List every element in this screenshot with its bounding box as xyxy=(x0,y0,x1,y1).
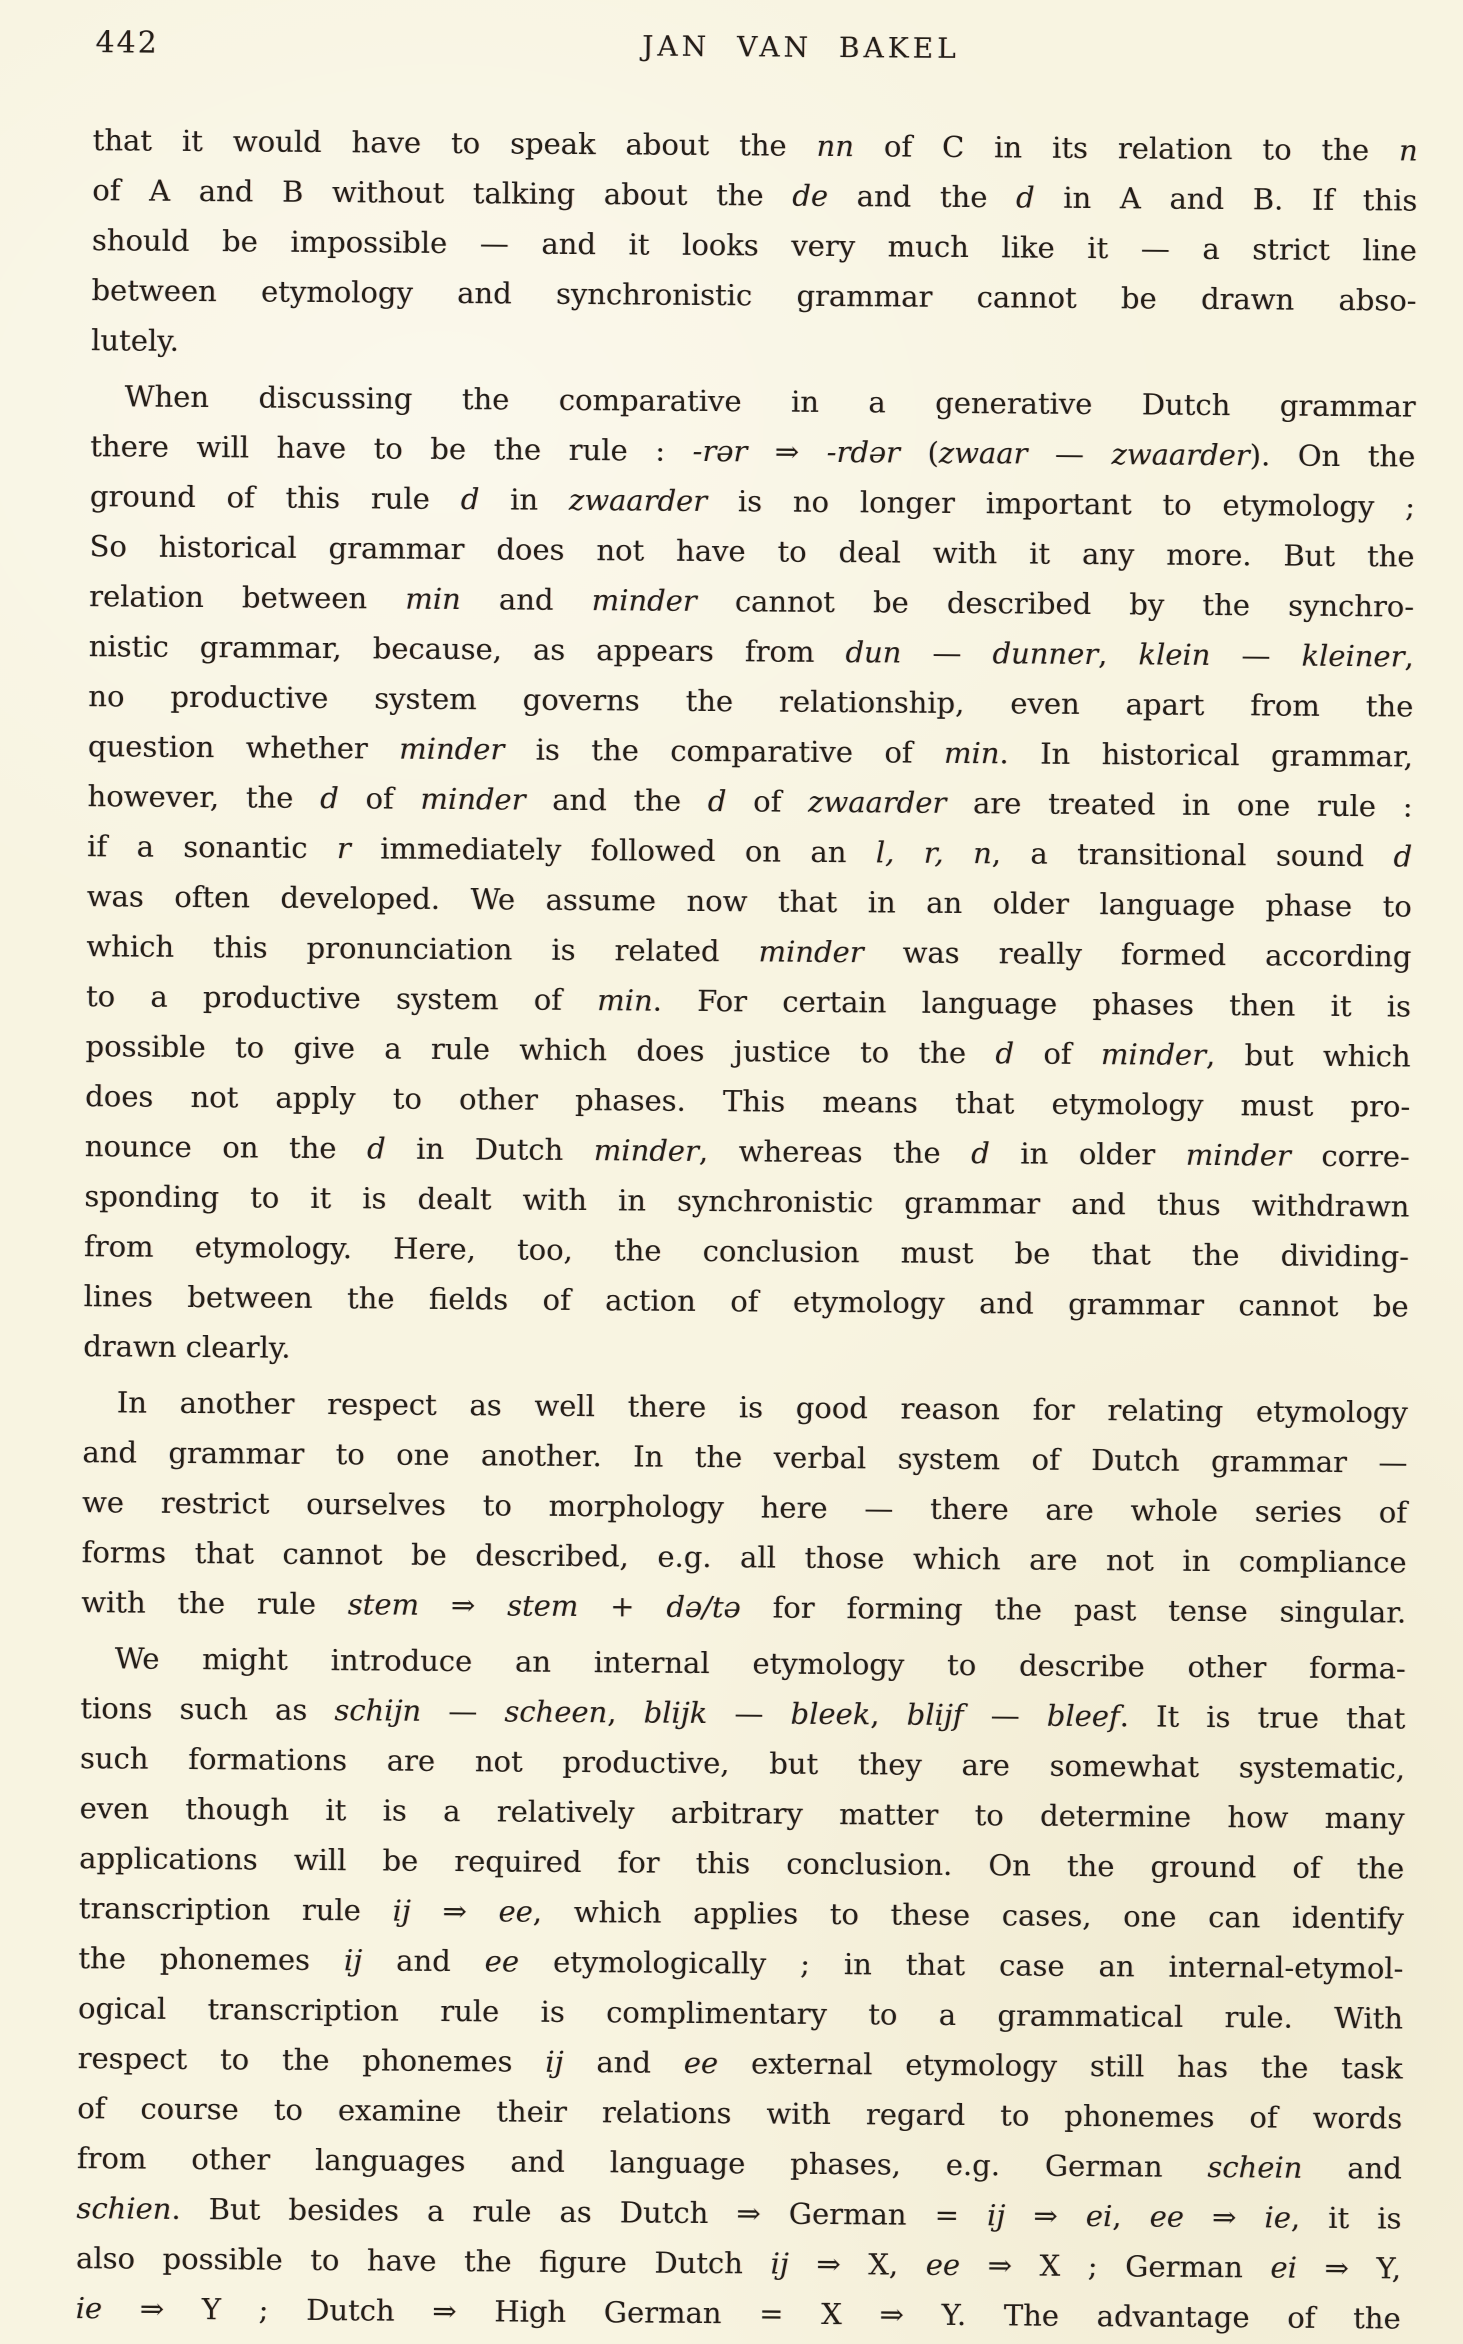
text-run: even though it is a relatively arbitrary matter to determine how many xyxy=(79,1791,1405,1836)
text-run: possible to give a rule which does justice to the xyxy=(85,1029,996,1071)
text-run: So historical grammar does not have to deal with it any more. But the xyxy=(89,529,1415,574)
paragraph xyxy=(81,1377,1408,1637)
text-run: should be impossible — and it looks very much like it — a strict line xyxy=(91,223,1418,268)
text-run: — xyxy=(901,635,993,671)
italic-text-run: l, r, n xyxy=(875,835,992,871)
italic-text-run: d xyxy=(971,1136,990,1171)
text-run: When discussing the comparative in a generative Dutch grammar xyxy=(124,379,1416,424)
text-run: , a transitional sound xyxy=(991,836,1394,874)
text-run: and xyxy=(460,582,592,618)
italic-text-run: ee xyxy=(484,1944,520,1979)
italic-text-run: ij xyxy=(545,2044,564,2079)
text-run: , it is xyxy=(1290,2200,1402,2236)
text-run: ⇒ xyxy=(410,1893,499,1929)
text-run: there will have to be the rule : xyxy=(90,429,693,468)
italic-text-run: də/tə xyxy=(666,1589,741,1625)
italic-text-run: min xyxy=(943,735,1000,771)
italic-text-run: schijn xyxy=(334,1693,422,1728)
text-run: . In historical grammar, xyxy=(999,736,1414,774)
italic-text-run: -rər xyxy=(692,433,748,469)
text-run: , xyxy=(1112,2199,1150,2234)
italic-text-run: de xyxy=(792,178,829,213)
text-run: the phonemes xyxy=(78,1941,345,1978)
italic-text-run: ie xyxy=(75,2291,103,2326)
italic-text-run: n xyxy=(1398,133,1418,168)
text-run: — xyxy=(1027,436,1112,472)
italic-text-run: minder xyxy=(1185,1137,1291,1173)
italic-text-run: min xyxy=(597,983,653,1018)
italic-text-run: d xyxy=(995,1036,1015,1071)
text-run: was often developed. We assume now that in an older language phase to xyxy=(86,879,1412,924)
text-run: , xyxy=(1404,639,1414,674)
text-run: respect to the phonemes xyxy=(77,2041,546,2079)
text-run: forms that cannot be described, e.g. all those which are not in compliance xyxy=(81,1535,1407,1580)
italic-text-run: ij xyxy=(770,2246,789,2281)
text-run: and xyxy=(362,1943,485,1979)
paragraph xyxy=(91,115,1418,375)
text-run: ⇒ xyxy=(1183,2199,1265,2235)
italic-text-run: stem xyxy=(507,1588,579,1624)
text-run: applications will be required for this conclusion. On the ground of the xyxy=(79,1841,1405,1886)
text-run: in xyxy=(479,482,570,517)
italic-text-run: ei xyxy=(1085,2199,1113,2234)
italic-text-run: d xyxy=(707,784,727,819)
italic-text-run: minder xyxy=(593,1133,700,1168)
text-run: lines between the fields of action of etymology and grammar cannot be xyxy=(83,1279,1409,1324)
italic-text-run: kleiner xyxy=(1301,638,1405,674)
text-run: lutely. xyxy=(91,323,180,358)
italic-text-run: d xyxy=(1015,180,1035,215)
italic-text-run: minder xyxy=(420,781,526,817)
italic-text-run: ee xyxy=(1149,2199,1185,2234)
text-run: between etymology and synchronistic grammar cannot be drawn abso- xyxy=(91,273,1417,318)
text-run: of xyxy=(338,781,421,816)
italic-text-run: d xyxy=(1393,839,1413,874)
text-run: of course to examine their relations with regard to phonemes of words xyxy=(77,2091,1403,2136)
text-run: does not apply to other phases. This means that etymology must pro- xyxy=(85,1079,1411,1124)
text-run: question whether xyxy=(87,729,400,766)
italic-text-run: bleef xyxy=(1046,1698,1120,1734)
text-run: nounce on the xyxy=(84,1129,368,1166)
text-line xyxy=(91,315,1416,375)
text-line xyxy=(76,2283,1401,2343)
text-run: transcription rule xyxy=(78,1891,393,1928)
italic-text-run: bleek xyxy=(790,1696,871,1732)
text-run: — xyxy=(707,1696,791,1731)
italic-text-run: r xyxy=(336,831,351,866)
italic-text-run: ij xyxy=(986,2198,1006,2233)
text-run: no productive system governs the relationship, even apart from the xyxy=(88,679,1414,724)
text-run: ⇒ xyxy=(747,434,827,469)
text-run: ⇒ xyxy=(1005,2198,1087,2234)
text-run: nistic grammar, because, as appears from xyxy=(88,629,846,670)
text-run: external etymology still has the task xyxy=(718,2046,1403,2086)
text-run: . But besides a rule as Dutch ⇒ German = xyxy=(171,2191,988,2233)
text-run: . It is true that xyxy=(1119,1699,1406,1736)
text-run: however, the xyxy=(87,779,321,815)
text-block xyxy=(76,115,1418,2343)
text-run: and xyxy=(563,2044,684,2080)
text-run: to a productive system of xyxy=(85,979,598,1018)
text-run: relation between xyxy=(89,579,406,616)
italic-text-run: d xyxy=(366,1131,386,1166)
paragraph xyxy=(83,371,1416,1381)
italic-text-run: minder xyxy=(591,583,697,618)
text-run: , xyxy=(1098,637,1139,672)
italic-text-run: -rdər xyxy=(826,434,901,470)
text-run: — xyxy=(1210,637,1302,673)
text-run: etymologically ; in that case an internal-etymol- xyxy=(518,1944,1404,1986)
text-run: in A and B. If this xyxy=(1034,180,1418,218)
text-run: and the xyxy=(525,782,708,819)
italic-text-run: zwaarder xyxy=(568,482,708,518)
italic-text-run: ee xyxy=(925,2247,961,2283)
text-run: of xyxy=(726,784,809,819)
italic-text-run: nn xyxy=(816,128,855,164)
text-run: , xyxy=(607,1695,644,1730)
text-run: and the xyxy=(827,178,1017,215)
italic-text-run: schein xyxy=(1207,2149,1303,2185)
text-run: tions such as xyxy=(80,1691,335,1728)
text-run: if a sonantic xyxy=(87,829,338,866)
text-run: corre- xyxy=(1290,1138,1410,1174)
text-run: ( xyxy=(899,435,940,470)
italic-text-run: stem xyxy=(347,1587,420,1622)
text-run: such formations are not productive, but they are somewhat systematic, xyxy=(79,1741,1406,1786)
text-run: cannot be described by the synchro- xyxy=(696,583,1415,624)
italic-text-run: klein xyxy=(1138,637,1211,672)
text-run: ⇒ Y, xyxy=(1296,2250,1402,2286)
italic-text-run: ee xyxy=(498,1894,534,1929)
text-run: , but which xyxy=(1205,1037,1411,1074)
italic-text-run: ij xyxy=(392,1893,412,1928)
italic-text-run: minder xyxy=(399,731,505,767)
text-run: is the comparative of xyxy=(504,732,945,770)
text-run: and grammar to one another. In the verbal system of Dutch grammar — xyxy=(82,1435,1408,1480)
text-line xyxy=(83,1321,1408,1381)
text-run: drawn clearly. xyxy=(83,1329,291,1365)
italic-text-run: schien xyxy=(76,2191,172,2226)
italic-text-run: d xyxy=(320,780,339,816)
italic-text-run: d xyxy=(460,482,480,517)
text-run: in older xyxy=(989,1136,1186,1172)
italic-text-run: ee xyxy=(683,2045,719,2081)
italic-text-run: scheen xyxy=(504,1694,608,1730)
text-run: with the rule xyxy=(81,1585,348,1622)
text-run: from other languages and language phases, e.g. German xyxy=(76,2141,1208,2184)
italic-text-run: dunner xyxy=(992,636,1099,672)
text-run: ⇒ xyxy=(418,1587,508,1623)
text-run: ogical transcription rule is complimentary to a grammatical rule. With xyxy=(77,1991,1404,2036)
text-run: — xyxy=(963,1698,1047,1733)
italic-text-run: min xyxy=(405,581,461,617)
text-run: that it would have to speak about the xyxy=(92,123,817,163)
text-run: for forming the past tense singular. xyxy=(740,1590,1407,1630)
text-run: In another respect as well there is good reason for relating etymology xyxy=(116,1385,1408,1430)
italic-text-run: zwaarder xyxy=(808,784,947,820)
text-run: also possible to have the figure Dutch xyxy=(75,2241,771,2281)
text-run: We might introduce an internal etymology to describe other forma- xyxy=(114,1641,1406,1686)
italic-text-run: blijf xyxy=(906,1697,964,1733)
text-run: ground of this rule xyxy=(89,479,461,517)
text-run: sponding to it is dealt with in synchronistic grammar and thus withdrawn xyxy=(84,1179,1410,1224)
italic-text-run: ij xyxy=(343,1943,363,1978)
text-line xyxy=(91,265,1416,325)
text-run: ⇒ X ; German xyxy=(959,2248,1271,2285)
paragraph xyxy=(76,1633,1406,2343)
text-run: of A and B without talking about the xyxy=(92,173,793,213)
page-header xyxy=(93,25,1418,75)
text-run: from etymology. Here, too, the conclusion must be that the dividing- xyxy=(83,1229,1410,1274)
text-run: in Dutch xyxy=(385,1131,595,1168)
italic-text-run: dun xyxy=(845,635,902,670)
text-run: ⇒ Y ; Dutch ⇒ High German = X ⇒ Y. The advantage of the xyxy=(102,2291,1401,2336)
text-run: was really formed according xyxy=(863,935,1412,974)
text-run: are treated in one rule : xyxy=(946,785,1413,824)
text-run: ). On the xyxy=(1249,438,1416,474)
italic-text-run: ie xyxy=(1264,2200,1292,2235)
italic-text-run: zwaar xyxy=(938,435,1028,471)
text-run: ⇒ X, xyxy=(788,2246,926,2282)
text-run: + xyxy=(578,1589,667,1624)
text-run: . For certain language phases then it is xyxy=(652,983,1412,1024)
italic-text-run: zwaarder xyxy=(1111,437,1250,473)
italic-text-run: minder xyxy=(758,934,864,970)
text-run: of C in its relation to the xyxy=(853,129,1400,168)
text-run: immediately followed on an xyxy=(350,831,877,870)
text-run: , which applies to these cases, one can identify xyxy=(532,1894,1404,1936)
italic-text-run: ei xyxy=(1270,2250,1298,2285)
text-line xyxy=(81,1577,1406,1637)
text-run: is no longer important to etymology ; xyxy=(706,483,1416,524)
text-run: of xyxy=(1013,1036,1102,1072)
text-run: , xyxy=(870,1697,907,1732)
text-run: , whereas the xyxy=(698,1133,972,1171)
text-run: — xyxy=(421,1693,505,1729)
page-number: 442 xyxy=(95,25,159,61)
text-run: and xyxy=(1302,2150,1402,2186)
running-header: JAN VAN BAKEL xyxy=(642,29,960,65)
scan-content xyxy=(76,25,1419,2343)
italic-text-run: minder xyxy=(1100,1037,1207,1072)
text-run: which this pronunciation is related xyxy=(86,929,759,969)
text-run: we restrict ourselves to morphology here — there are whole series of xyxy=(81,1485,1408,1530)
italic-text-run: blijk xyxy=(643,1695,708,1731)
